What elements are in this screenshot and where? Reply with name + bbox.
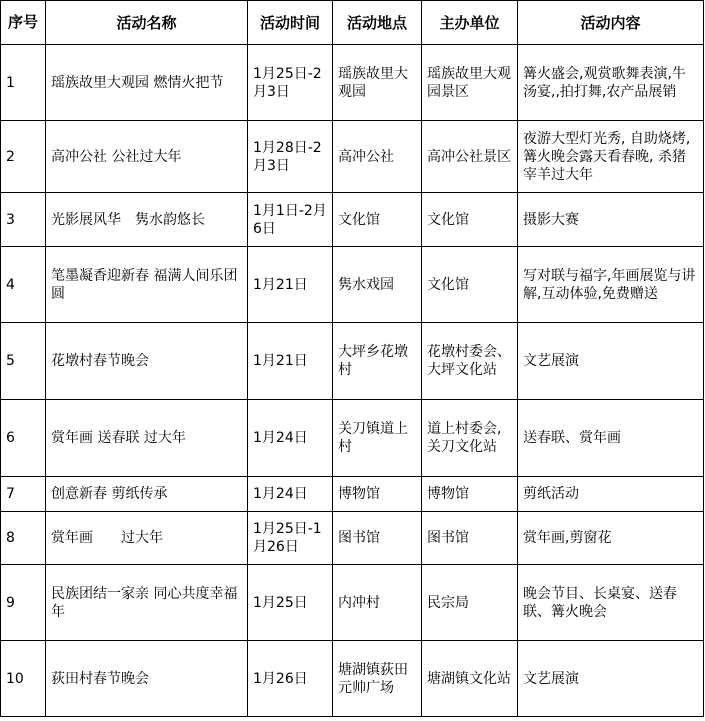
table-row	[1, 477, 704, 512]
cell-content: 文艺展演	[518, 323, 704, 400]
cell-name: 荻田村春节晚会	[46, 641, 248, 717]
cell-time: 1月1日-2月6日	[248, 193, 333, 247]
cell-organizer: 瑶族故里大观园景区	[422, 45, 518, 121]
cell-place: 高冲公社	[333, 121, 422, 193]
cell-content: 送春联、赏年画	[518, 400, 704, 477]
cell-time: 1月24日	[248, 400, 333, 477]
cell-content: 写对联与福字,年画展览与讲解,互动体验,免费赠送	[518, 247, 704, 323]
cell-time: 1月21日	[248, 323, 333, 400]
cell-index: 6	[1, 400, 46, 477]
cell-organizer: 高冲公社景区	[422, 121, 518, 193]
cell-organizer: 道上村委会,关刀文化站	[422, 400, 518, 477]
cell-content: 剪纸活动	[518, 477, 704, 512]
table-row	[1, 45, 704, 121]
cell-place: 图书馆	[333, 512, 422, 565]
cell-time: 1月28日-2月3日	[248, 121, 333, 193]
cell-name: 高冲公社 公社过大年	[46, 121, 248, 193]
cell-name: 笔墨凝香迎新春 福满人间乐团圆	[46, 247, 248, 323]
cell-organizer: 花墩村委会、大坪文化站	[422, 323, 518, 400]
cell-organizer: 文化馆	[422, 247, 518, 323]
cell-index: 7	[1, 477, 46, 512]
cell-name: 花墩村春节晚会	[46, 323, 248, 400]
table-row	[1, 565, 704, 641]
table-row	[1, 641, 704, 717]
cell-content: 晚会节目、长桌宴、送春联、篝火晚会	[518, 565, 704, 641]
cell-organizer: 文化馆	[422, 193, 518, 247]
cell-time: 1月25日	[248, 565, 333, 641]
table-row	[1, 121, 704, 193]
header-index: 序号	[1, 1, 46, 45]
cell-index: 5	[1, 323, 46, 400]
cell-index: 3	[1, 193, 46, 247]
cell-organizer: 博物馆	[422, 477, 518, 512]
cell-index: 4	[1, 247, 46, 323]
cell-index: 2	[1, 121, 46, 193]
header-place: 活动地点	[333, 1, 422, 45]
table-row	[1, 400, 704, 477]
cell-place: 关刀镇道上村	[333, 400, 422, 477]
cell-place: 隽水戏园	[333, 247, 422, 323]
cell-organizer: 塘湖镇文化站	[422, 641, 518, 717]
cell-place: 博物馆	[333, 477, 422, 512]
cell-index: 9	[1, 565, 46, 641]
table-row	[1, 323, 704, 400]
cell-content: 夜游大型灯光秀, 自助烧烤, 篝火晚会露天看春晚, 杀猪宰羊过大年	[518, 121, 704, 193]
cell-name: 光影展风华 隽水韵悠长	[46, 193, 248, 247]
cell-place: 瑶族故里大观园	[333, 45, 422, 121]
cell-index: 8	[1, 512, 46, 565]
cell-content: 篝火盛会,观赏歌舞表演,牛汤宴,,拍打舞,农产品展销	[518, 45, 704, 121]
cell-name: 赏年画 过大年	[46, 512, 248, 565]
header-row	[1, 1, 704, 45]
header-time: 活动时间	[248, 1, 333, 45]
cell-place: 文化馆	[333, 193, 422, 247]
cell-content: 摄影大赛	[518, 193, 704, 247]
cell-name: 赏年画 送春联 过大年	[46, 400, 248, 477]
cell-time: 1月21日	[248, 247, 333, 323]
cell-time: 1月25日-2月3日	[248, 45, 333, 121]
table-row	[1, 193, 704, 247]
cell-index: 1	[1, 45, 46, 121]
cell-time: 1月26日	[248, 641, 333, 717]
cell-name: 瑶族故里大观园 燃情火把节	[46, 45, 248, 121]
cell-place: 大坪乡花墩村	[333, 323, 422, 400]
header-content: 活动内容	[518, 1, 704, 45]
header-organizer: 主办单位	[422, 1, 518, 45]
table-row	[1, 247, 704, 323]
cell-name: 民族团结一家亲 同心共度幸福年	[46, 565, 248, 641]
cell-time: 1月24日	[248, 477, 333, 512]
cell-index: 10	[1, 641, 46, 717]
cell-content: 赏年画,剪窗花	[518, 512, 704, 565]
cell-name: 创意新春 剪纸传承	[46, 477, 248, 512]
cell-place: 塘湖镇荻田元帅广场	[333, 641, 422, 717]
header-name: 活动名称	[46, 1, 248, 45]
cell-time: 1月25日-1月26日	[248, 512, 333, 565]
cell-place: 内冲村	[333, 565, 422, 641]
cell-organizer: 民宗局	[422, 565, 518, 641]
cell-organizer: 图书馆	[422, 512, 518, 565]
cell-content: 文艺展演	[518, 641, 704, 717]
table-row	[1, 512, 704, 565]
